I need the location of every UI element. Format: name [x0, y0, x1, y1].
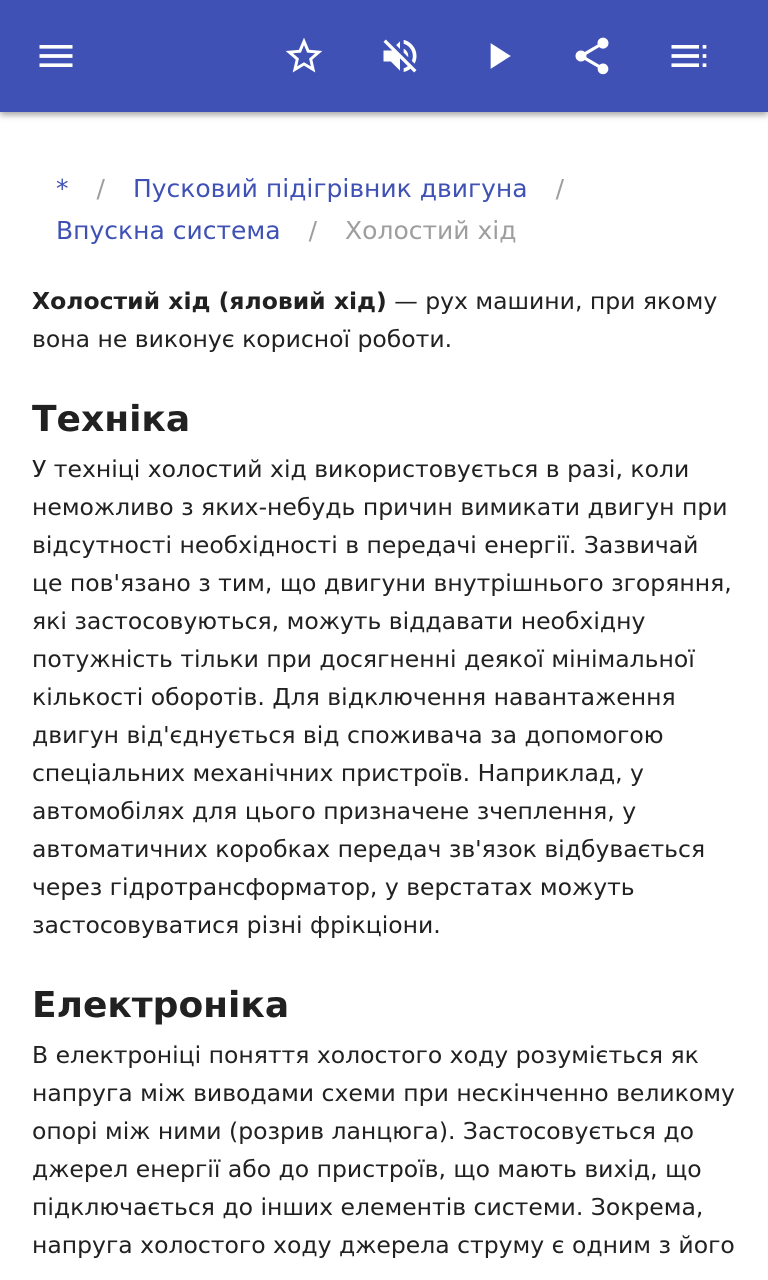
intro-term: Холостий хід (яловий хід) [32, 287, 387, 315]
breadcrumb [56, 168, 736, 252]
volume-off-icon [378, 34, 422, 78]
playlist-icon [666, 34, 710, 78]
menu-button[interactable] [24, 24, 88, 88]
intro-text: — рух машини, при якому вона не виконує корисної роботи. [32, 287, 718, 353]
breadcrumb-item-intake-system[interactable]: Впускна система [56, 216, 281, 245]
breadcrumb-separator: / [96, 174, 105, 203]
bookmark-button[interactable] [272, 24, 336, 88]
breadcrumb-separator: / [555, 174, 564, 203]
section-heading-technique: Техніка [32, 399, 191, 440]
star-outline-icon [282, 34, 326, 78]
intro-paragraph [32, 282, 736, 358]
breadcrumb-item-preheater[interactable]: Пусковий підігрівник двигуна [132, 174, 528, 203]
app-toolbar [0, 0, 768, 112]
section-heading-electronics: Електроніка [32, 985, 290, 1026]
breadcrumb-item-home[interactable]: * [56, 174, 69, 203]
article-content [32, 168, 736, 1264]
share-button[interactable] [560, 24, 624, 88]
section-text-technique: У техніці холостий хід використовується в разі, коли неможливо з яких-небудь причин вимикати двигун при відсутності необхідності в передачі енергії. Зазвичай це пов'язано з тим, що двигуни внутрішнього згоряння, які застосовуються, можуть віддавати необхідну потужність тільки при досягненні деякої мінімальної кількості оборотів. Для відключення навантаження двигун від'єднується від споживача за допомогою спеціальних механічних пристроїв. Наприклад, у автомобілях для цього призначене зчеплення, у автоматичних коробках передач зв'язок відбувається через гідротрансформатор, у верстатах можуть застосовуватися різні фрікціони. [32, 455, 732, 939]
play-icon [476, 34, 520, 78]
play-button[interactable] [466, 24, 530, 88]
mute-button[interactable] [368, 24, 432, 88]
breadcrumb-separator: / [308, 216, 318, 245]
contents-button[interactable] [656, 24, 720, 88]
section-text-electronics: В електроніці поняття холостого ходу розуміється як напруга між виводами схеми при нескінченно великому опорі між ними (розрив ланцюга). Застосовується до джерел енергії або до пристроїв, що мають вихід, що підключається до інших елементів системи. Зокрема, напруга холостого ходу джерела струму є одним з його [32, 1041, 735, 1259]
breadcrumb-current: Холостий хід [345, 216, 517, 245]
menu-icon [34, 34, 78, 78]
share-icon [570, 34, 614, 78]
